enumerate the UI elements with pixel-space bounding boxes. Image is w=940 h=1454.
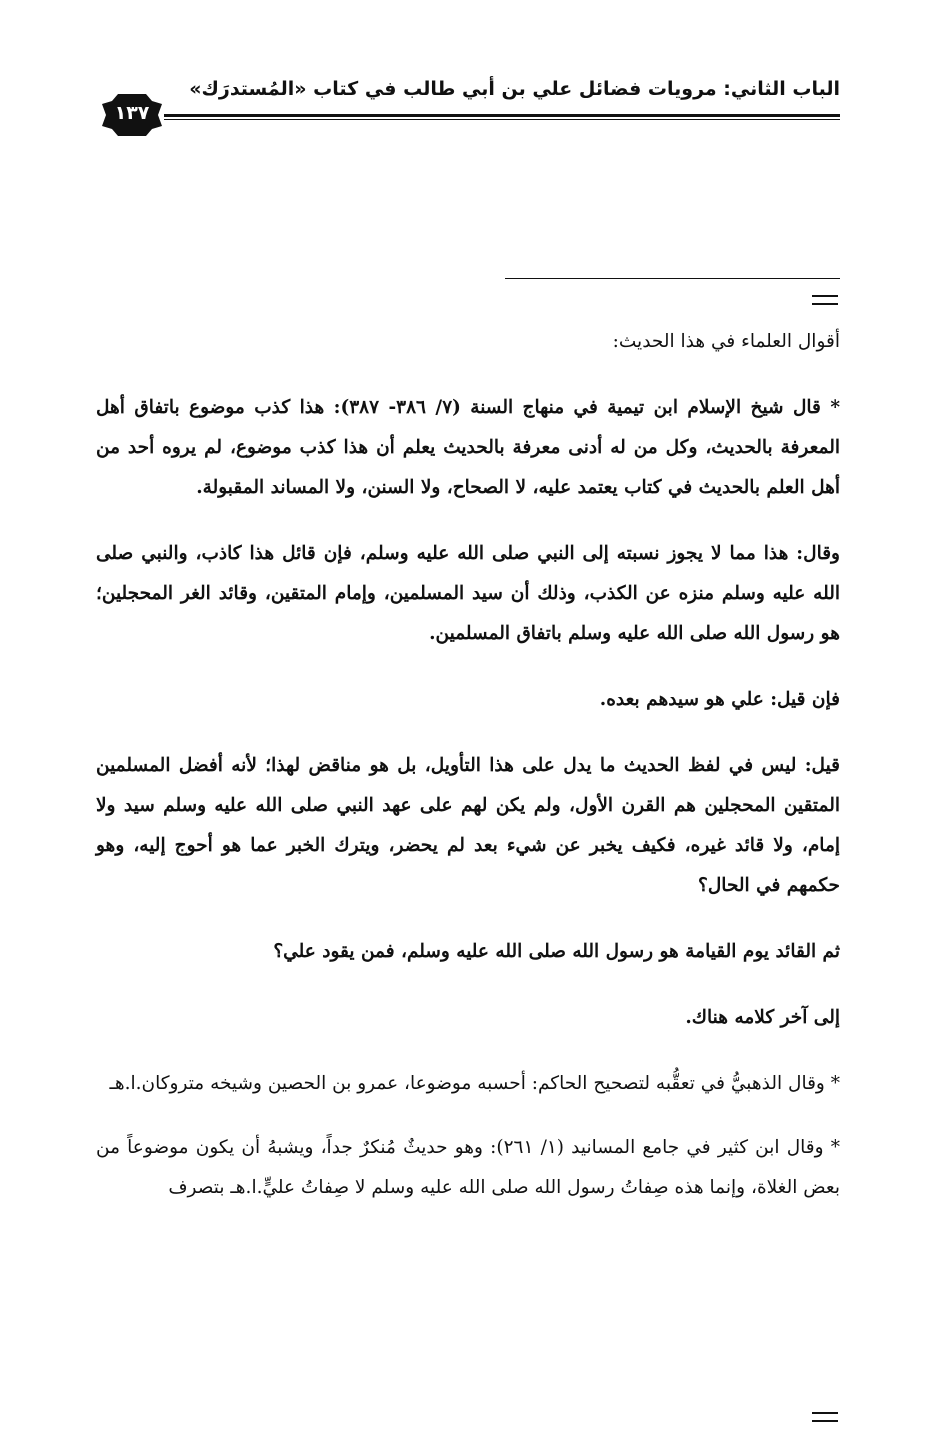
page-number: ١٣٧ [114, 102, 150, 124]
page-number-badge [100, 92, 164, 138]
continuation-mark-top [812, 295, 838, 305]
paragraph-end-of-quote: إلى آخر كلامه هناك. [685, 1007, 840, 1028]
paragraph-qala: وقال: هذا مما لا يجوز نسبته إلى النبي صلى الله عليه وسلم، فإن قائل هذا كاذب، والنبي صلى الله عليه وسلم منزه عن الكذب، وذلك أن سيد المسلمين، وإمام المتقين، وقائد الغر المحجلين؛ هو رسول الله صلى الله عليه وسلم باتفاق المسلمين. [96, 543, 840, 644]
header-rule [164, 114, 840, 117]
section-heading: أقوال العلماء في هذا الحديث: [612, 331, 840, 352]
footnote-body [96, 322, 840, 1208]
chapter-title: الباب الثاني: مرويات فضائل علي بن أبي طالب في كتاب «المُستدرَك» [189, 78, 840, 100]
paragraph-reply: قيل: ليس في لفظ الحديث ما يدل على هذا التأويل، بل هو مناقض لهذا؛ لأنه أفضل المسلمين المتقين المحجلين هم القرن الأول، ولم يكن لهم على عهد النبي صلى الله عليه وسلم سيد ولا إمام، ولا قائد غيره، فكيف يخبر عن شيء بعد لم يحضر، ويترك الخبر عما هو أحوج إليه، وهو حكمهم في الحال؟ [96, 755, 840, 896]
header-rule-thin [164, 119, 840, 120]
footnote-separator [505, 278, 840, 279]
paragraph-objection: فإن قيل: علي هو سيدهم بعده. [599, 689, 840, 710]
paragraph-dhahabi: * وقال الذهبيُّ في تعقُّبه لتصحيح الحاكم: أحسبه موضوعا، عمرو بن الحصين وشيخه متروكان.ا.هـ [109, 1073, 840, 1094]
continuation-mark-bottom [812, 1412, 838, 1422]
running-header [100, 70, 840, 140]
paragraph-ibn-kathir: * وقال ابن كثير في جامع المسانيد (١/ ٢٦١): وهو حديثٌ مُنكرٌ جداً، ويشبهُ أن يكون موضوعاً من بعض الغلاة، وإنما هذه صِفاتُ رسول الله صلى الله عليه وسلم لا صِفاتُ عليٍّ.ا.هـ بتصرف [96, 1137, 840, 1198]
paragraph-ibn-taymiyya: * قال شيخ الإسلام ابن تيمية في منهاج السنة (٧/ ٣٨٦- ٣٨٧): هذا كذب موضوع باتفاق أهل المعرفة بالحديث، وكل من له أدنى معرفة بالحديث يعلم أن هذا كذب موضوع، لم يروه أحد من أهل العلم بالحديث في كتاب يعتمد عليه، لا الصحاح، ولا السنن، ولا المساند المقبولة. [96, 397, 841, 498]
paragraph-leader: ثم القائد يوم القيامة هو رسول الله صلى الله عليه وسلم، فمن يقود علي؟ [273, 941, 840, 962]
